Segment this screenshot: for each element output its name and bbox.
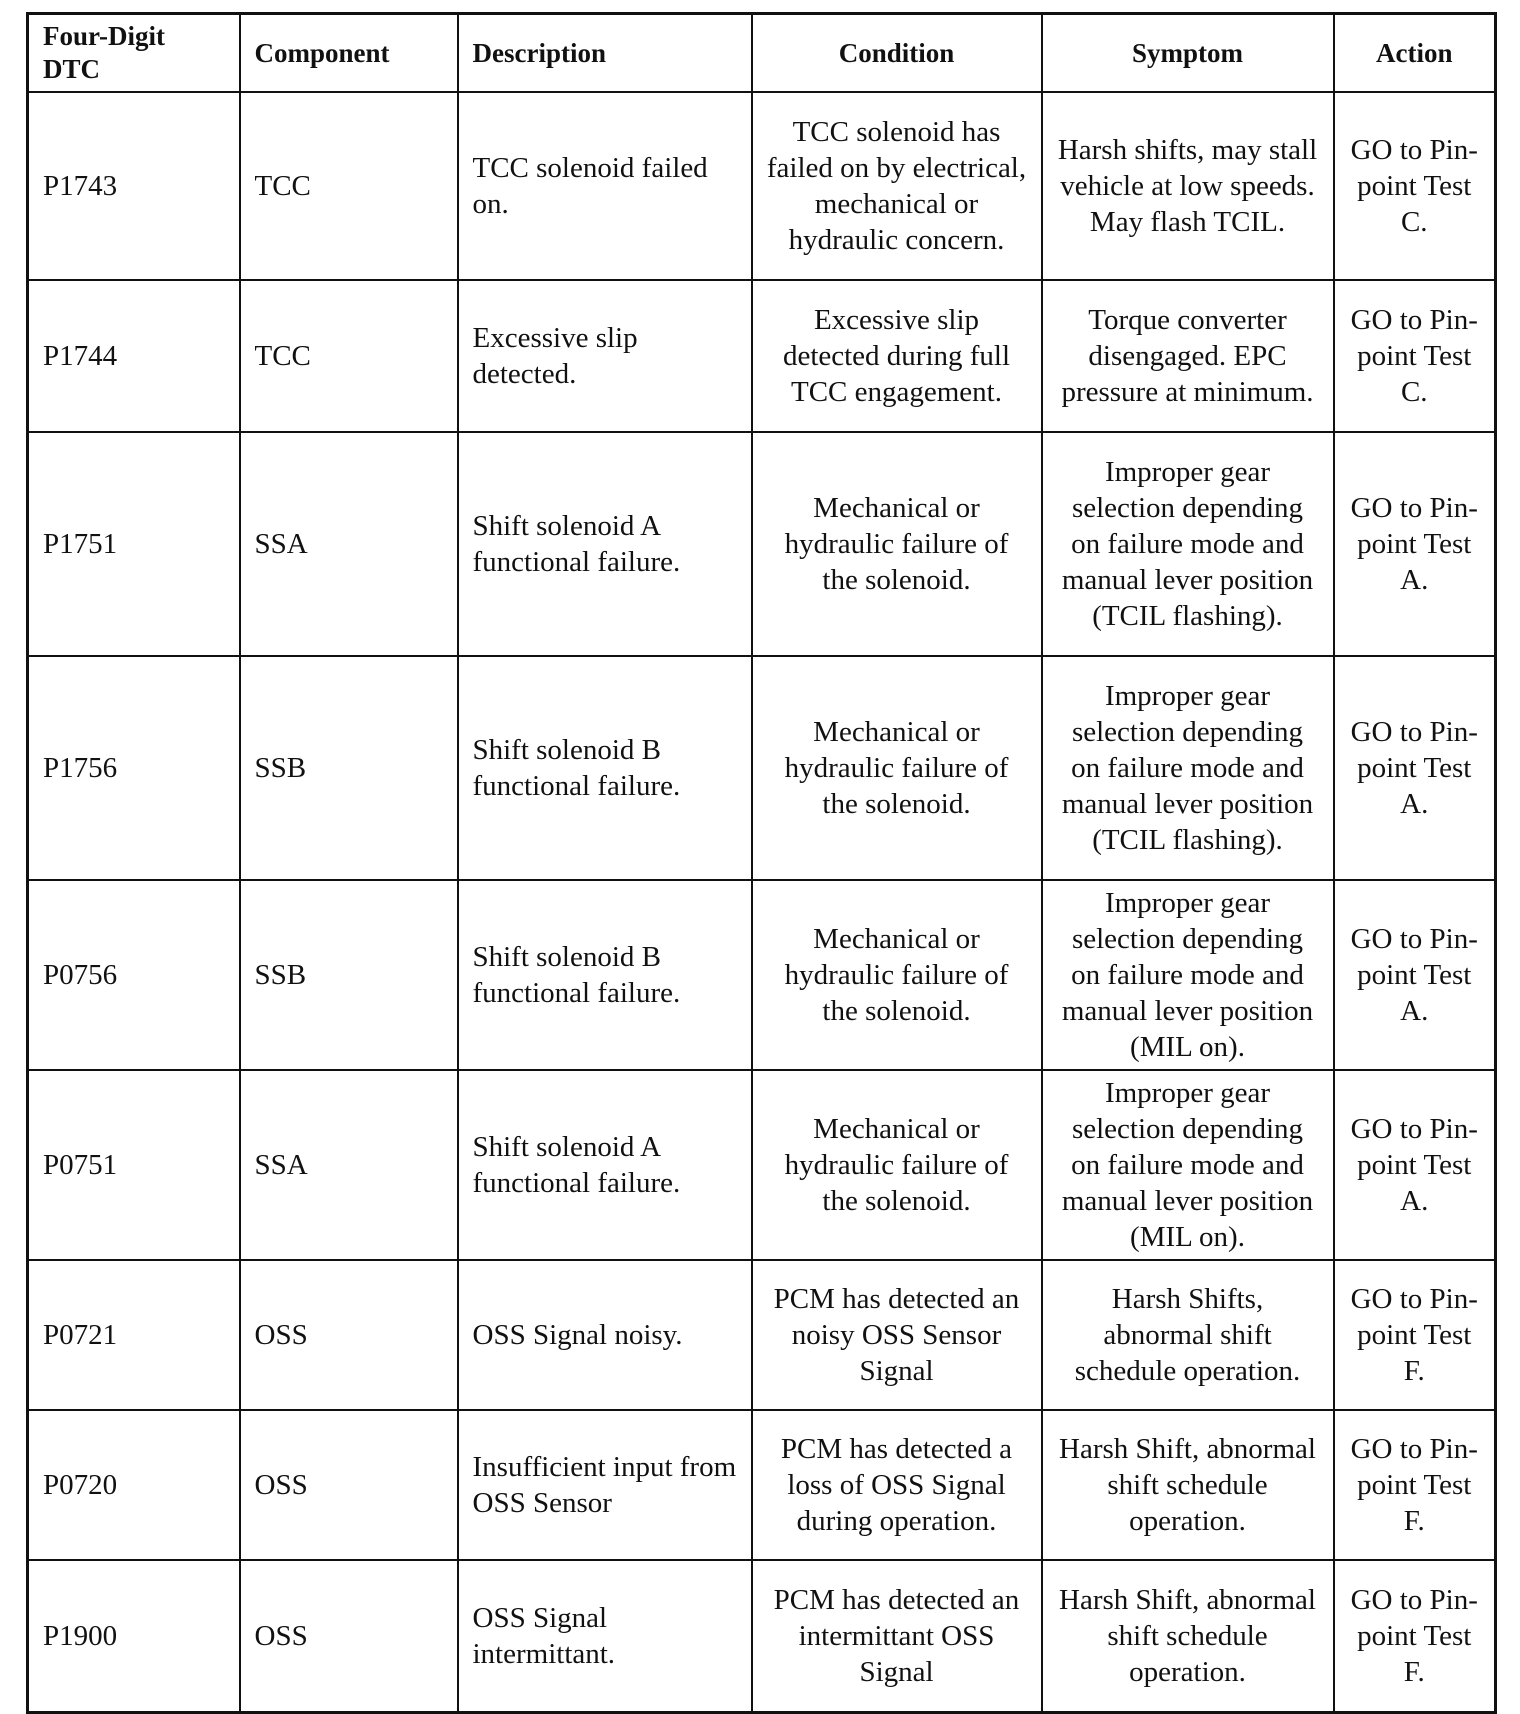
header-condition: Condition [752,14,1042,93]
cell-description: Shift solenoid A functional failure. [458,1070,752,1260]
cell-component: SSA [240,432,458,656]
cell-dtc: P1743 [28,92,240,280]
table-row [28,1560,1496,1712]
cell-condition: Mechanical or hydraulic failure of the solenoid. [752,656,1042,880]
cell-symptom: Improper gear selection depending on failure mode and manual lever position (MIL on). [1042,880,1334,1070]
cell-component: OSS [240,1560,458,1712]
dtc-table [26,12,1497,1714]
cell-condition: Mechanical or hydraulic failure of the solenoid. [752,1070,1042,1260]
cell-action: GO to Pin-point Test A. [1334,1070,1496,1260]
cell-condition: Excessive slip detected during full TCC engagement. [752,280,1042,432]
cell-condition: PCM has detected an noisy OSS Sensor Signal [752,1260,1042,1410]
table-row [28,92,1496,280]
header-dtc: Four-Digit DTC [28,14,240,93]
cell-action: GO to Pin-point Test C. [1334,280,1496,432]
header-action: Action [1334,14,1496,93]
cell-description: OSS Signal noisy. [458,1260,752,1410]
header-symptom: Symptom [1042,14,1334,93]
cell-symptom: Harsh Shift, abnormal shift schedule operation. [1042,1410,1334,1560]
cell-dtc: P1900 [28,1560,240,1712]
cell-symptom: Improper gear selection depending on failure mode and manual lever position (MIL on). [1042,1070,1334,1260]
header-row [28,14,1496,93]
table-row [28,1260,1496,1410]
dtc-table-page [26,12,1494,1714]
header-component: Component [240,14,458,93]
cell-condition: Mechanical or hydraulic failure of the solenoid. [752,880,1042,1070]
table-row [28,880,1496,1070]
cell-description: Shift solenoid B functional failure. [458,656,752,880]
table-row [28,280,1496,432]
cell-dtc: P1751 [28,432,240,656]
cell-dtc: P0721 [28,1260,240,1410]
cell-action: GO to Pin-point Test A. [1334,880,1496,1070]
cell-description: Shift solenoid B functional failure. [458,880,752,1070]
cell-condition: Mechanical or hydraulic failure of the solenoid. [752,432,1042,656]
table-row [28,656,1496,880]
cell-symptom: Harsh shifts, may stall vehicle at low speeds. May flash TCIL. [1042,92,1334,280]
cell-action: GO to Pin-point Test A. [1334,432,1496,656]
cell-description: Shift solenoid A functional failure. [458,432,752,656]
cell-action: GO to Pin-point Test F. [1334,1560,1496,1712]
cell-dtc: P1744 [28,280,240,432]
cell-dtc: P1756 [28,656,240,880]
cell-component: SSA [240,1070,458,1260]
cell-dtc: P0751 [28,1070,240,1260]
cell-component: SSB [240,656,458,880]
header-description: Description [458,14,752,93]
cell-condition: PCM has detected an intermittant OSS Signal [752,1560,1042,1712]
cell-symptom: Torque converter disengaged. EPC pressure at minimum. [1042,280,1334,432]
cell-symptom: Harsh Shift, abnormal shift schedule operation. [1042,1560,1334,1712]
table-row [28,432,1496,656]
cell-action: GO to Pin-point Test A. [1334,656,1496,880]
table-row [28,1070,1496,1260]
cell-component: OSS [240,1260,458,1410]
cell-action: GO to Pin-point Test F. [1334,1410,1496,1560]
cell-action: GO to Pin-point Test F. [1334,1260,1496,1410]
cell-component: SSB [240,880,458,1070]
cell-description: OSS Signal intermittant. [458,1560,752,1712]
cell-symptom: Improper gear selection depending on failure mode and manual lever position (TCIL flashing). [1042,432,1334,656]
cell-description: Excessive slip detected. [458,280,752,432]
cell-action: GO to Pin-point Test C. [1334,92,1496,280]
cell-symptom: Improper gear selection depending on failure mode and manual lever position (TCIL flashing). [1042,656,1334,880]
cell-description: TCC solenoid failed on. [458,92,752,280]
cell-component: TCC [240,92,458,280]
cell-component: TCC [240,280,458,432]
cell-dtc: P0720 [28,1410,240,1560]
cell-dtc: P0756 [28,880,240,1070]
table-row [28,1410,1496,1560]
cell-condition: TCC solenoid has failed on by electrical, mechanical or hydraulic concern. [752,92,1042,280]
cell-description: Insufficient input from OSS Sensor [458,1410,752,1560]
cell-condition: PCM has detected a loss of OSS Signal during operation. [752,1410,1042,1560]
cell-component: OSS [240,1410,458,1560]
cell-symptom: Harsh Shifts, abnormal shift schedule operation. [1042,1260,1334,1410]
